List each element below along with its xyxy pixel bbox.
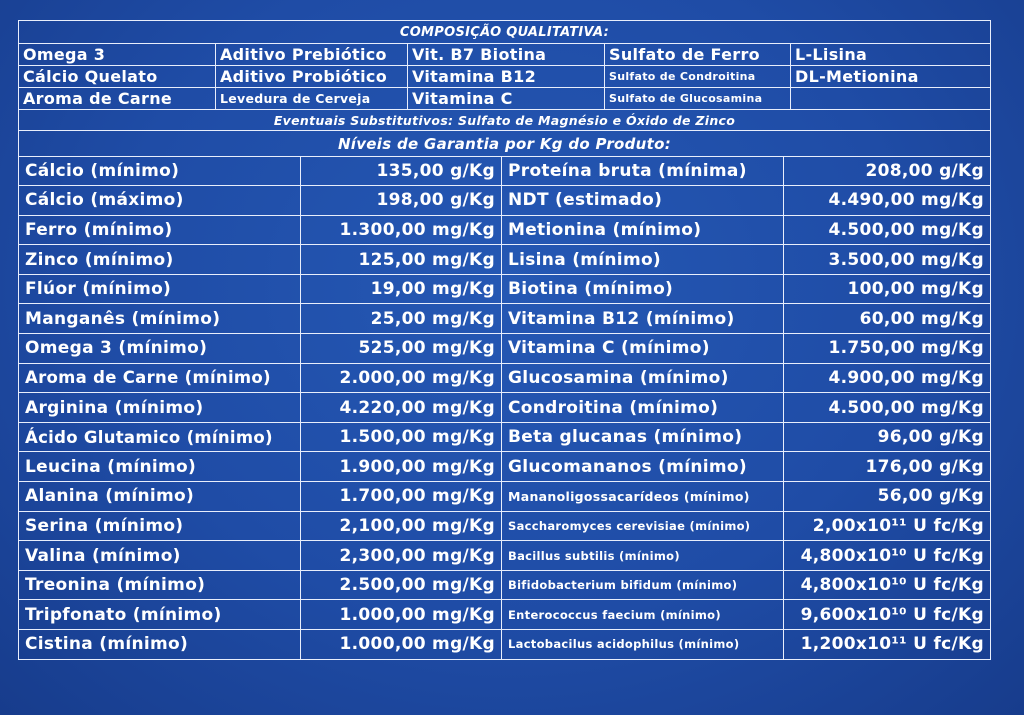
nutrient-label: Alanina (mínimo)	[19, 482, 301, 512]
qualitative-cell: L-Lisina	[791, 44, 991, 66]
nutrient-value: 1.000,00 mg/Kg	[301, 600, 502, 630]
nutrient-label: Zinco (mínimo)	[19, 245, 301, 275]
qualitative-cell: Omega 3	[19, 44, 216, 66]
qualitative-cell: Vit. B7 Biotina	[408, 44, 605, 66]
nutrient-value: 4.500,00 mg/Kg	[784, 215, 991, 245]
qualitative-cell: Aditivo Prebiótico	[216, 44, 408, 66]
nutrient-value: 3.500,00 mg/Kg	[784, 245, 991, 275]
qualitative-cell: Aditivo Probiótico	[216, 66, 408, 88]
nutrient-label: Valina (mínimo)	[19, 541, 301, 571]
nutrient-value: 1.500,00 mg/Kg	[301, 422, 502, 452]
qualitative-cell: DL-Metionina	[791, 66, 991, 88]
qualitative-row	[19, 66, 991, 88]
nutrient-value: 1.700,00 mg/Kg	[301, 482, 502, 512]
nutrient-label: Tripfonato (mínimo)	[19, 600, 301, 630]
guarantee-row	[19, 334, 991, 364]
nutrient-value: 1.900,00 mg/Kg	[301, 452, 502, 482]
guarantee-row	[19, 215, 991, 245]
nutrient-label: Mananoligossacarídeos (mínimo)	[502, 482, 784, 512]
nutrient-value: 1.300,00 mg/Kg	[301, 215, 502, 245]
nutrient-label: Beta glucanas (mínimo)	[502, 422, 784, 452]
nutrient-label: Bifidobacterium bifidum (mínimo)	[502, 570, 784, 600]
guarantee-row	[19, 363, 991, 393]
nutrient-value: 1.000,00 mg/Kg	[301, 630, 502, 660]
guarantee-row	[19, 452, 991, 482]
qualitative-title: COMPOSIÇÃO QUALITATIVA:	[19, 21, 991, 44]
nutrient-label: Leucina (mínimo)	[19, 452, 301, 482]
nutrient-label: Cistina (mínimo)	[19, 630, 301, 660]
qualitative-cell: Vitamina C	[408, 88, 605, 110]
nutrient-value: 4,800x10¹⁰ U fc/Kg	[784, 541, 991, 571]
nutrient-value: 125,00 mg/Kg	[301, 245, 502, 275]
qualitative-cell	[791, 88, 991, 110]
guarantee-header-row	[19, 131, 991, 157]
guarantee-row	[19, 186, 991, 216]
nutrient-label: Lisina (mínimo)	[502, 245, 784, 275]
nutrient-label: Metionina (mínimo)	[502, 215, 784, 245]
qualitative-cell: Sulfato de Ferro	[605, 44, 791, 66]
nutrient-value: 4.500,00 mg/Kg	[784, 393, 991, 423]
qualitative-header-row	[19, 21, 991, 44]
nutrient-value: 25,00 mg/Kg	[301, 304, 502, 334]
nutrient-value: 56,00 g/Kg	[784, 482, 991, 512]
nutrient-label: Aroma de Carne (mínimo)	[19, 363, 301, 393]
qualitative-cell: Sulfato de Condroitina	[605, 66, 791, 88]
nutrient-label: Cálcio (mínimo)	[19, 156, 301, 186]
guarantee-row	[19, 274, 991, 304]
guarantee-row	[19, 570, 991, 600]
guarantee-row	[19, 600, 991, 630]
nutrient-label: Proteína bruta (mínima)	[502, 156, 784, 186]
guarantee-row	[19, 304, 991, 334]
nutrient-label: Treonina (mínimo)	[19, 570, 301, 600]
nutrient-value: 135,00 g/Kg	[301, 156, 502, 186]
guarantee-row	[19, 482, 991, 512]
guarantee-row	[19, 393, 991, 423]
nutrient-label: Glucosamina (mínimo)	[502, 363, 784, 393]
nutrient-label: Serina (mínimo)	[19, 511, 301, 541]
nutrient-label: Cálcio (máximo)	[19, 186, 301, 216]
nutrient-value: 100,00 mg/Kg	[784, 274, 991, 304]
nutrient-value: 4.900,00 mg/Kg	[784, 363, 991, 393]
guarantee-row	[19, 422, 991, 452]
nutrient-value: 2.500,00 mg/Kg	[301, 570, 502, 600]
nutrient-label: Vitamina B12 (mínimo)	[502, 304, 784, 334]
nutrient-label: Manganês (mínimo)	[19, 304, 301, 334]
nutrient-label: Flúor (mínimo)	[19, 274, 301, 304]
substitutes-row	[19, 110, 991, 131]
qualitative-row	[19, 44, 991, 66]
nutrient-value: 4.490,00 mg/Kg	[784, 186, 991, 216]
guarantee-row	[19, 630, 991, 660]
guarantee-row	[19, 156, 991, 186]
guarantee-title: Níveis de Garantia por Kg do Produto:	[19, 131, 991, 157]
guarantee-row	[19, 511, 991, 541]
nutrient-value: 4,800x10¹⁰ U fc/Kg	[784, 570, 991, 600]
nutrient-value: 1.750,00 mg/Kg	[784, 334, 991, 364]
nutrient-value: 1,200x10¹¹ U fc/Kg	[784, 630, 991, 660]
nutrient-label: Enterococcus faecium (mínimo)	[502, 600, 784, 630]
nutrient-value: 9,600x10¹⁰ U fc/Kg	[784, 600, 991, 630]
nutrient-value: 96,00 g/Kg	[784, 422, 991, 452]
composition-panel	[18, 20, 990, 660]
qualitative-cell: Vitamina B12	[408, 66, 605, 88]
nutrient-label: Saccharomyces cerevisiae (mínimo)	[502, 511, 784, 541]
guarantee-row	[19, 245, 991, 275]
qualitative-cell: Levedura de Cerveja	[216, 88, 408, 110]
nutrient-value: 2,300,00 mg/Kg	[301, 541, 502, 571]
qualitative-cell: Sulfato de Glucosamina	[605, 88, 791, 110]
nutrient-label: Vitamina C (mínimo)	[502, 334, 784, 364]
nutrient-label: Ferro (mínimo)	[19, 215, 301, 245]
nutrient-value: 176,00 g/Kg	[784, 452, 991, 482]
qualitative-cell: Aroma de Carne	[19, 88, 216, 110]
nutrient-value: 4.220,00 mg/Kg	[301, 393, 502, 423]
nutrient-value: 60,00 mg/Kg	[784, 304, 991, 334]
nutrient-label: Lactobacilus acidophilus (mínimo)	[502, 630, 784, 660]
guarantee-table	[18, 156, 991, 660]
qualitative-row	[19, 88, 991, 110]
nutrient-value: 2.000,00 mg/Kg	[301, 363, 502, 393]
nutrient-label: NDT (estimado)	[502, 186, 784, 216]
guarantee-row	[19, 541, 991, 571]
nutrient-label: Biotina (mínimo)	[502, 274, 784, 304]
nutrient-value: 525,00 mg/Kg	[301, 334, 502, 364]
nutrient-value: 19,00 mg/Kg	[301, 274, 502, 304]
qualitative-cell: Cálcio Quelato	[19, 66, 216, 88]
nutrient-value: 2,00x10¹¹ U fc/Kg	[784, 511, 991, 541]
qualitative-table	[18, 20, 991, 157]
nutrient-value: 198,00 g/Kg	[301, 186, 502, 216]
nutrient-label: Ácido Glutamico (mínimo)	[19, 422, 301, 452]
nutrient-label: Bacillus subtilis (mínimo)	[502, 541, 784, 571]
nutrient-label: Omega 3 (mínimo)	[19, 334, 301, 364]
nutrient-value: 208,00 g/Kg	[784, 156, 991, 186]
nutrient-label: Arginina (mínimo)	[19, 393, 301, 423]
nutrient-label: Condroitina (mínimo)	[502, 393, 784, 423]
guarantee-body	[19, 156, 991, 659]
substitutes-note: Eventuais Substitutivos: Sulfato de Magnésio e Óxido de Zinco	[19, 110, 991, 131]
nutrient-label: Glucomananos (mínimo)	[502, 452, 784, 482]
nutrient-value: 2,100,00 mg/Kg	[301, 511, 502, 541]
